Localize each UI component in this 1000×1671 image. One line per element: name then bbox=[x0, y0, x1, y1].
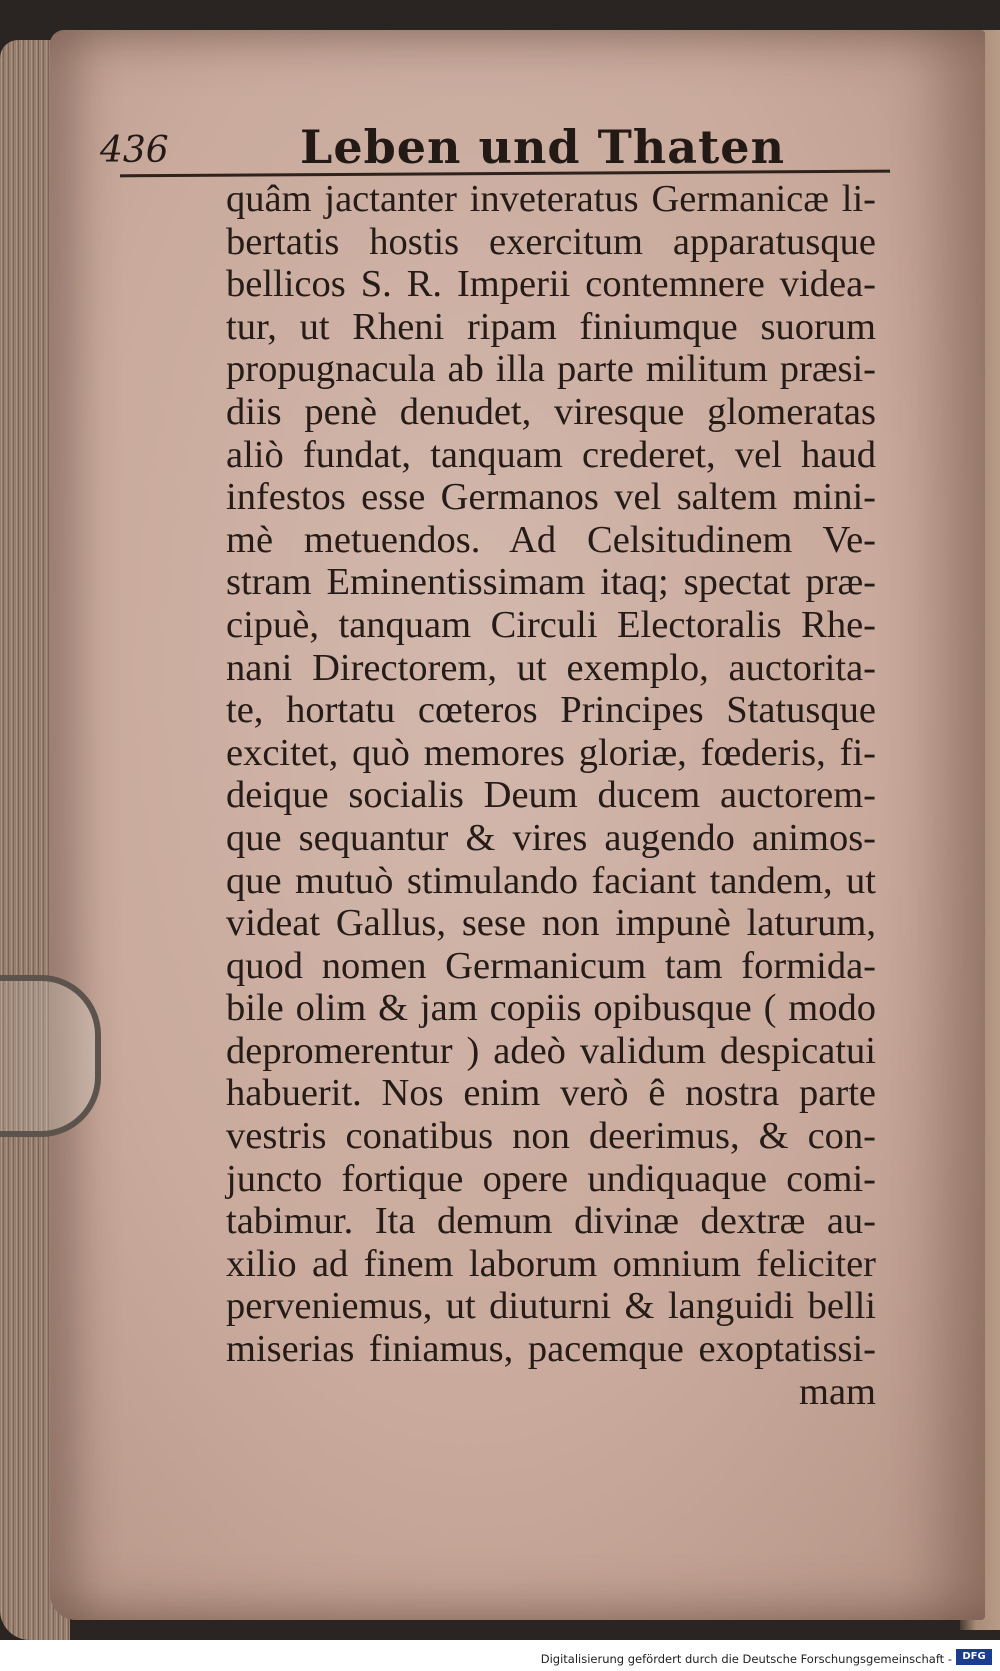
text-line: infestos esse Germanos vel saltem mini- bbox=[226, 476, 876, 519]
catchword: mam bbox=[799, 1370, 876, 1413]
text-line: stram Eminentissimam itaq; spectat præ- bbox=[226, 561, 876, 604]
text-line: mè metuendos. Ad Celsitudinem Ve- bbox=[226, 518, 876, 561]
text-line: te, hortatu cœteros Principes Statusque bbox=[226, 689, 876, 732]
body-text bbox=[226, 178, 876, 1413]
text-line: xilio ad finem laborum omnium feliciter bbox=[226, 1242, 876, 1285]
dfg-logo: DFG bbox=[956, 1649, 992, 1665]
page-number: 436 bbox=[100, 130, 169, 171]
text-line: propugnacula ab illa parte militum præsi- bbox=[226, 348, 876, 391]
text-line: habuerit. Nos enim verò ê nostra parte bbox=[226, 1072, 876, 1115]
footer-bar bbox=[0, 1640, 1000, 1671]
text-line: vestris conatibus non deerimus, & con- bbox=[226, 1115, 876, 1158]
text-line: tabimur. Ita demum divinæ dextræ au- bbox=[226, 1200, 876, 1243]
text-line: bile olim & jam copiis opibusque ( modo bbox=[226, 987, 876, 1030]
text-line: bertatis hostis exercitum apparatusque bbox=[226, 220, 876, 263]
text-line: diis penè denudet, viresque glomeratas bbox=[226, 390, 876, 433]
text-line: bellicos S. R. Imperii contemnere videa- bbox=[226, 263, 876, 306]
text-line: excitet, quò memores gloriæ, fœderis, fi- bbox=[226, 731, 876, 774]
text-line: tur, ut Rheni ripam finiumque suorum bbox=[226, 305, 876, 348]
text-line: que mutuò stimulando faciant tandem, ut bbox=[226, 859, 876, 902]
text-line: videat Gallus, sese non impunè laturum, bbox=[226, 902, 876, 945]
funding-credit: Digitalisierung gefördert durch die Deutsche Forschungsgemeinschaft - bbox=[540, 1652, 952, 1666]
text-line: que sequantur & vires augendo animos- bbox=[226, 816, 876, 859]
text-line: juncto fortique opere undiquaque comi- bbox=[226, 1157, 876, 1200]
text-line: miserias finiamus, pacemque exoptatissi- bbox=[226, 1328, 876, 1371]
text-line: quod nomen Germanicum tam formida- bbox=[226, 944, 876, 987]
text-line: deique socialis Deum ducem auctorem- bbox=[226, 774, 876, 817]
text-line: aliò fundat, tanquam crederet, vel haud bbox=[226, 433, 876, 476]
text-line: perveniemus, ut diuturni & languidi belli bbox=[226, 1285, 876, 1328]
text-line: nani Directorem, ut exemplo, auctorita- bbox=[226, 646, 876, 689]
text-line: depromerentur ) adeò validum despicatui bbox=[226, 1029, 876, 1072]
running-title: Leben und Thaten bbox=[300, 120, 786, 174]
text-line: quâm jactanter inveteratus Germanicæ li- bbox=[226, 178, 876, 220]
book-clasp bbox=[0, 975, 101, 1137]
text-line: cipuè, tanquam Circuli Electoralis Rhe- bbox=[226, 603, 876, 646]
